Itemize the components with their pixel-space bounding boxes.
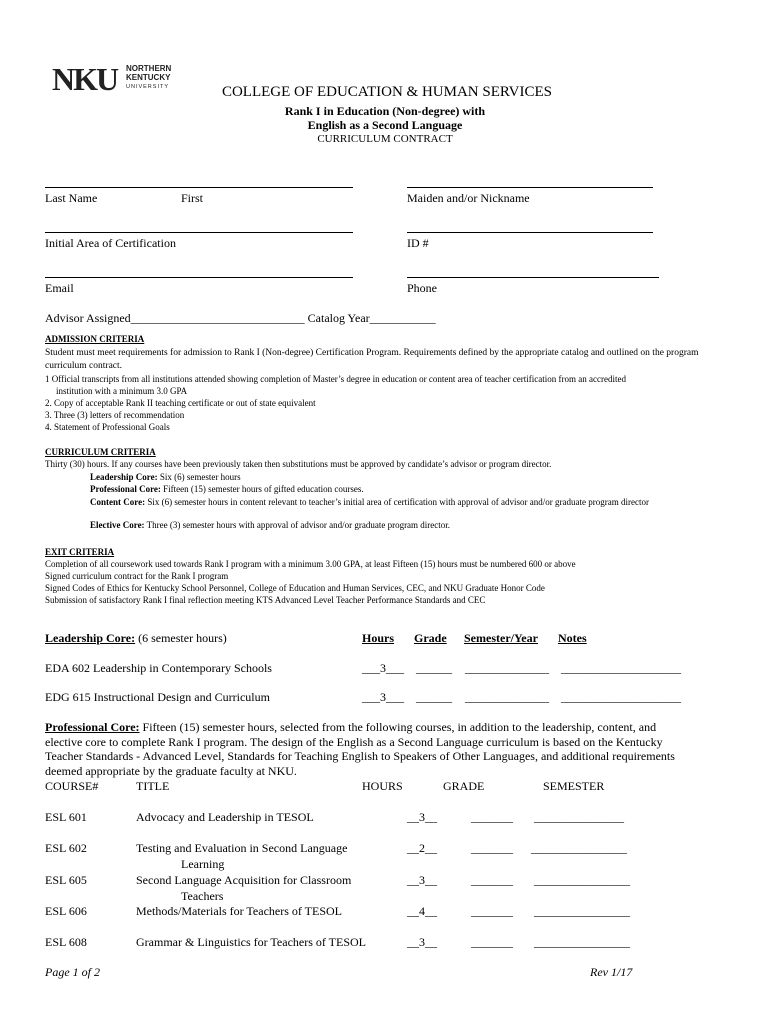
logo-line1: NORTHERN [126, 64, 172, 73]
admission-item-4: 4. Statement of Professional Goals [45, 422, 170, 432]
curriculum-content [90, 496, 700, 508]
curriculum-professional-label: Professional Core: [90, 484, 161, 494]
maiden-line[interactable] [407, 187, 653, 188]
exit-line-3: Signed Codes of Ethics for Kentucky School Personnel, College of Education and Human Services, CEC, and NKU Graduate Honor Code [45, 583, 545, 593]
exit-line-4: Submission of satisfactory Rank I final reflection meeting KTS Advanced Level Teacher Performance Standards and CEC [45, 595, 486, 605]
leadership-row-grade[interactable]: ______ [416, 690, 452, 704]
admission-item-2: 2. Copy of acceptable Rank II teaching certificate or out of state equivalent [45, 398, 316, 408]
curriculum-intro: Thirty (30) hours. If any courses have been previously taken then substitutions must be approved by candidate’s advisor or program director. [45, 459, 552, 469]
leadership-row-semester[interactable]: ______________ [465, 690, 549, 704]
prof-row-grade[interactable]: _______ [471, 841, 513, 855]
prof-row-semester[interactable]: ________________ [534, 935, 630, 949]
prof-row-hours[interactable]: __3__ [407, 935, 437, 949]
curriculum-elective-label: Elective Core: [90, 520, 145, 530]
phone-line[interactable] [407, 277, 659, 278]
prof-row-grade[interactable]: _______ [471, 935, 513, 949]
professional-core-text: Fifteen (15) semester hours, selected from the following courses, in addition to the leadership, content, and elective core to complete Rank I program. The design of the English as a Second Language curriculum is based on the Kentucky Teacher Standards - Advanced Level, Standards for Teaching English to Speakers of Other Languages, and additional requirements deemed appropriate by the graduate faculty at NKU. [45, 720, 675, 778]
admission-heading: ADMISSION CRITERIA [45, 334, 145, 344]
prof-col-grade: GRADE [443, 779, 485, 793]
exit-line-1: Completion of all coursework used towards Rank I program with a minimum 3.00 GPA, at least Fifteen (15) hours must be numbered 600 or above [45, 559, 576, 569]
id-label: ID # [407, 236, 429, 250]
professional-core-description [45, 720, 693, 778]
last-first-line[interactable] [45, 187, 353, 188]
prof-row-title: Second Language Acquisition for Classroom [136, 873, 352, 887]
curriculum-content-label: Content Core: [90, 497, 146, 507]
phone-label: Phone [407, 281, 437, 295]
admission-item-1: 1 Official transcripts from all institutions attended showing completion of Master’s degree in education or content area of teacher certification from an accredited [45, 374, 626, 384]
curriculum-content-text: Six (6) semester hours in content relevant to teacher’s initial area of certification with approval of advisor and/or graduate program director [145, 497, 649, 507]
leadership-core-heading [45, 631, 227, 646]
prof-row-semester[interactable]: ________________ [531, 841, 627, 855]
prof-row-hours[interactable]: __4__ [407, 904, 437, 918]
maiden-label: Maiden and/or Nickname [407, 191, 530, 205]
prof-row-title-cont: Teachers [181, 889, 224, 903]
curriculum-heading: CURRICULUM CRITERIA [45, 447, 156, 457]
prof-row-semester[interactable]: ________________ [534, 873, 630, 887]
admission-item-3: 3. Three (3) letters of recommendation [45, 410, 185, 420]
prof-row-title: Testing and Evaluation in Second Language [136, 841, 348, 855]
first-name-label: First [181, 191, 204, 205]
curriculum-leadership [90, 472, 241, 482]
curriculum-elective [90, 520, 450, 530]
prof-col-title: TITLE [136, 779, 170, 793]
prof-row-title-cont: Learning [181, 857, 225, 871]
leadership-row-hours[interactable]: ___3___ [362, 690, 404, 704]
curriculum-leadership-label: Leadership Core: [90, 472, 158, 482]
prof-row-course: ESL 606 [45, 904, 87, 918]
admission-item-1b: institution with a minimum 3.0 GPA [56, 386, 188, 396]
leadership-col-grade: Grade [414, 631, 447, 645]
leadership-row-course: EDA 602 Leadership in Contemporary Schools [45, 661, 272, 675]
leadership-col-semester: Semester/Year [464, 631, 538, 645]
prof-row-hours[interactable]: __3__ [407, 810, 437, 824]
leadership-row-notes[interactable]: ____________________ [561, 661, 681, 675]
leadership-row-hours[interactable]: ___3___ [362, 661, 404, 675]
prof-row-grade[interactable]: _______ [471, 904, 513, 918]
leadership-row-semester[interactable]: ______________ [465, 661, 549, 675]
email-line[interactable] [45, 277, 353, 278]
id-line[interactable] [407, 232, 653, 233]
prof-row-hours[interactable]: __2__ [407, 841, 437, 855]
admission-intro: Student must meet requirements for admission to Rank I (Non-degree) Certification Program. Requirements defined by the appropriate catalog and outlined on the program curriculum contract. [45, 348, 699, 371]
prof-row-title: Grammar & Linguistics for Teachers of TESOL [136, 935, 366, 949]
program-title-line2: English as a Second Language [307, 118, 463, 132]
program-title-line1: Rank I in Education (Non-degree) with [284, 104, 486, 118]
email-label: Email [45, 281, 74, 295]
logo-mark-text: NKU [52, 61, 118, 96]
prof-col-hours: HOURS [362, 779, 403, 793]
prof-row-title: Advocacy and Leadership in TESOL [136, 810, 314, 824]
prof-row-grade[interactable]: _______ [471, 810, 513, 824]
prof-row-hours[interactable]: __3__ [407, 873, 437, 887]
leadership-core-hours-note: (6 semester hours) [135, 631, 227, 645]
page-number: Page 1 of 2 [45, 965, 100, 979]
leadership-row-grade[interactable]: ______ [416, 661, 452, 675]
prof-col-semester: SEMESTER [543, 779, 605, 793]
last-name-label: Last Name [45, 191, 98, 205]
curriculum-professional-text: Fifteen (15) semester hours of gifted education courses. [160, 484, 364, 494]
prof-col-course: COURSE# [45, 779, 99, 793]
leadership-col-notes: Notes [558, 631, 587, 645]
certification-line[interactable] [45, 232, 353, 233]
curriculum-leadership-text: Six (6) semester hours [157, 472, 241, 482]
curriculum-elective-text: Three (3) semester hours with approval of advisor and/or graduate program director. [144, 520, 451, 530]
prof-row-course: ESL 602 [45, 841, 87, 855]
logo-line2: KENTUCKY [126, 73, 171, 82]
leadership-row-course: EDG 615 Instructional Design and Curriculum [45, 690, 270, 704]
revision: Rev 1/17 [590, 965, 633, 979]
prof-row-semester[interactable]: ________________ [534, 904, 630, 918]
prof-row-course: ESL 605 [45, 873, 87, 887]
leadership-row-notes[interactable]: ____________________ [561, 690, 681, 704]
advisor-catalog-field[interactable]: Advisor Assigned_____________________________ Catalog Year___________ [45, 311, 436, 325]
logo-line3: UNIVERSITY [126, 84, 170, 90]
prof-row-title: Methods/Materials for Teachers of TESOL [136, 904, 342, 918]
leadership-col-hours: Hours [362, 631, 395, 645]
leadership-core-label: Leadership Core: [45, 631, 136, 645]
prof-row-course: ESL 608 [45, 935, 87, 949]
prof-row-course: ESL 601 [45, 810, 87, 824]
curriculum-professional [90, 484, 364, 494]
college-title: COLLEGE OF EDUCATION & HUMAN SERVICES [221, 84, 553, 100]
contract-title: CURRICULUM CONTRACT [317, 133, 453, 145]
initial-area-label: Initial Area of Certification [45, 236, 176, 250]
prof-row-grade[interactable]: _______ [471, 873, 513, 887]
exit-heading: EXIT CRITERIA [45, 547, 115, 557]
professional-core-label: Professional Core: [45, 720, 140, 734]
prof-row-semester[interactable]: _______________ [534, 810, 624, 824]
exit-line-2: Signed curriculum contract for the Rank I program [45, 571, 229, 581]
